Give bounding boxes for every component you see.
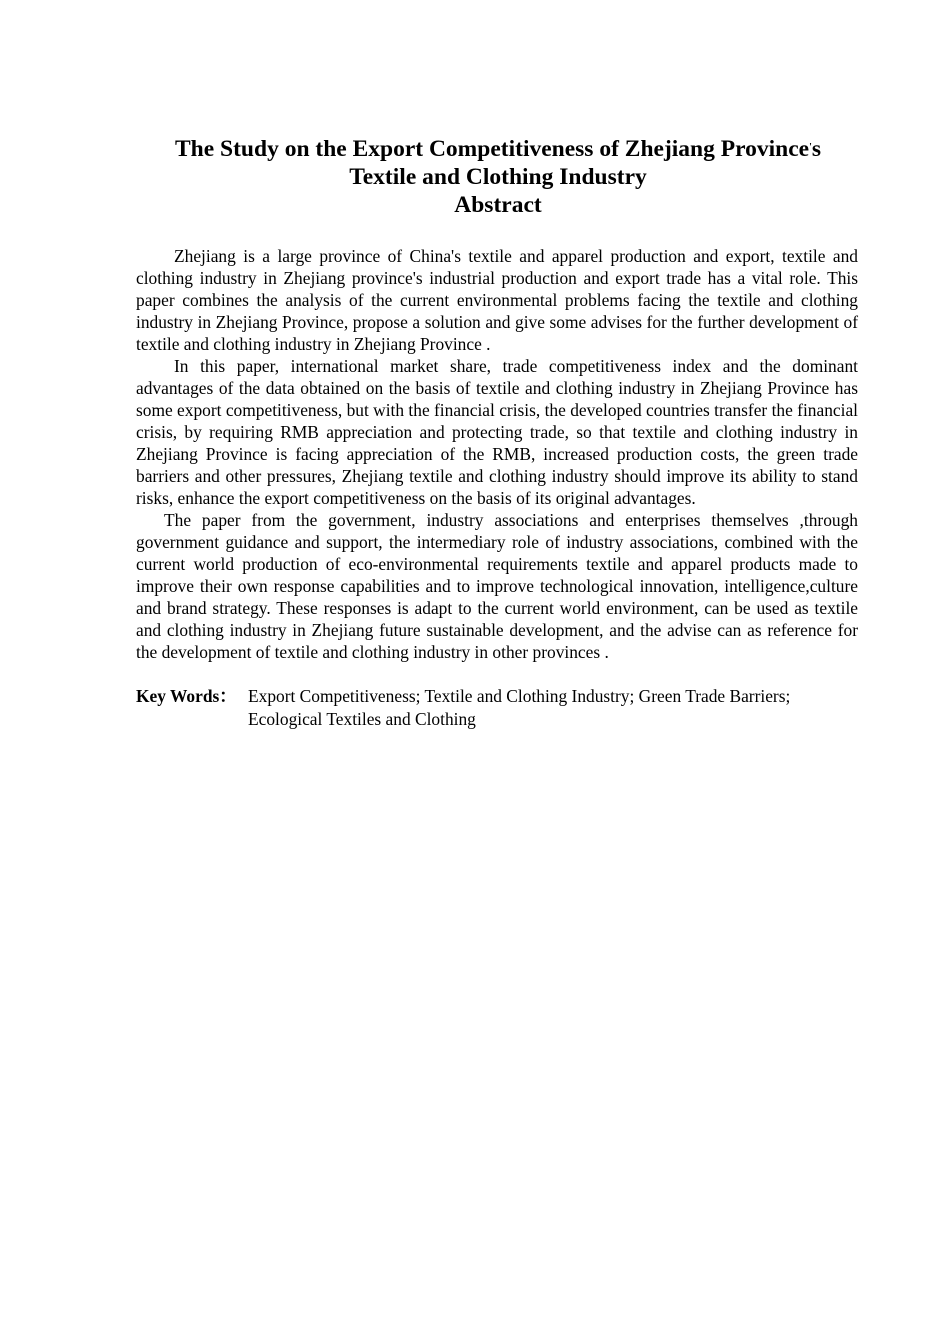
keywords-label: Key Words： — [136, 686, 237, 706]
keywords-list — [248, 685, 858, 731]
abstract-heading: Abstract — [454, 192, 542, 218]
keywords-line-2: Ecological Textiles and Clothing — [248, 709, 476, 729]
keywords-line-1: Export Competitiveness; Textile and Clothing Industry; Green Trade Barriers; — [248, 686, 791, 706]
abstract-paragraph-1: Zhejiang is a large province of China's textile and apparel production and export, textile and clothing industry in Zhejiang province's industrial production and export trade has a vital role. This paper combines the analysis of the current environmental problems facing the textile and clothing industry in Zhejiang Province, propose a solution and give some advises for the further development of textile and clothing industry in Zhejiang Province . — [136, 246, 858, 354]
paper-title-line-1 — [138, 134, 858, 163]
paper-title-apostrophe: ' — [809, 142, 812, 153]
keywords-section — [136, 685, 858, 731]
abstract-page — [136, 134, 858, 731]
paper-title-main: The Study on the Export Competitiveness of Zhejiang Province — [174, 136, 810, 162]
paper-title-suffix: s — [811, 136, 821, 162]
abstract-body — [136, 245, 858, 663]
abstract-paragraph-3: The paper from the government, industry associations and enterprises themselves ,through government guidance and support, the intermediary role of industry associations, combined with the current world production of eco-environmental requirements textile and apparel products made to improve their own response capabilities and to improve technological innovation, intelligence,culture and brand strategy. These responses is adapt to the current world environment, can be used as textile and clothing industry in Zhejiang future sustainable development, and the advise can as reference for the development of textile and clothing industry in other provinces . — [136, 510, 858, 662]
title-block — [138, 134, 858, 219]
paper-title-line-2: Textile and Clothing Industry — [349, 164, 647, 190]
abstract-paragraph-2: In this paper, international market share, trade competitiveness index and the dominant advantages of the data obtained on the basis of textile and clothing industry in Zhejiang Province has some export competitiveness, but with the financial crisis, the developed countries transfer the financial crisis, by requiring RMB appreciation and protecting trade, so that textile and clothing industry in Zhejiang Province is facing appreciation of the RMB, increased production costs, the green trade barriers and other pressures, Zhejiang textile and clothing industry should improve its ability to stand risks, enhance the export competitiveness on the basis of its original advantages. — [136, 356, 858, 508]
